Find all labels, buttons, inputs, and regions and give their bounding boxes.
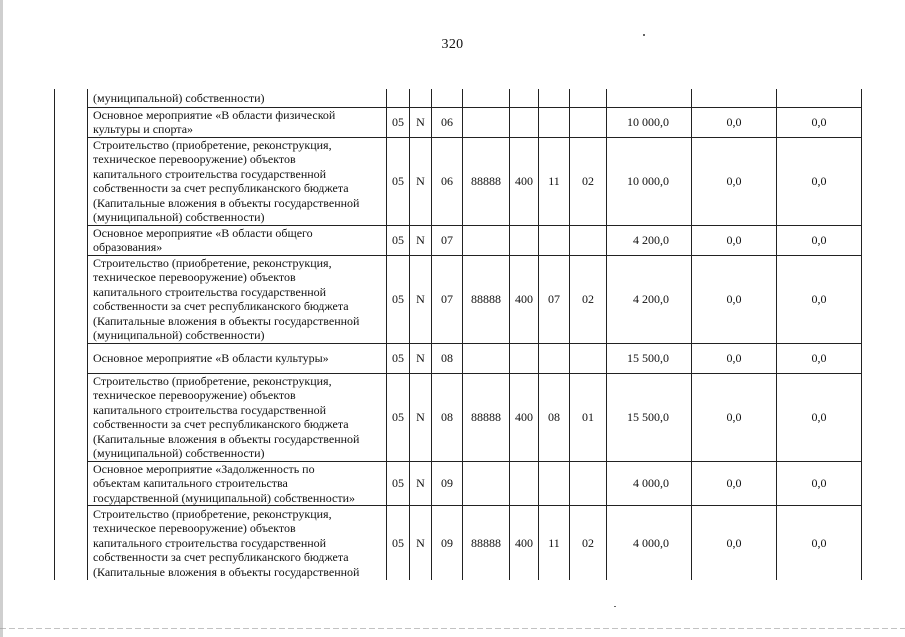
expense-type-cell: 400 bbox=[510, 506, 539, 580]
expense-type-cell bbox=[510, 343, 539, 373]
direction-code-cell: 88888 bbox=[463, 373, 510, 461]
amount-year2-cell: 0,0 bbox=[692, 225, 777, 255]
amount-year1-cell: 4 000,0 bbox=[607, 506, 692, 580]
amount-year3-cell: 0,0 bbox=[777, 461, 862, 506]
scan-speck bbox=[643, 34, 645, 36]
amount-year2-cell: 0,0 bbox=[692, 255, 777, 343]
row-name-cell: Строительство (приобретение, реконструкция, техническое перевооружение) объектов капитального строительства государственной собственности за счет республиканского бюджета (Капитальные вложения в объекты государственной bbox=[88, 506, 387, 580]
table-row bbox=[55, 461, 862, 506]
program-code-cell: 05 bbox=[387, 225, 410, 255]
row-name-cell: Строительство (приобретение, реконструкция, техническое перевооружение) объектов капитального строительства государственной собственности за счет республиканского бюджета (Капитальные вложения в объекты государственной (муниципальной) собственности) bbox=[88, 137, 387, 225]
scan-speck bbox=[614, 606, 616, 607]
table-row bbox=[55, 137, 862, 225]
blank-left-cell bbox=[55, 89, 88, 107]
program-letter-cell: N bbox=[410, 225, 432, 255]
main-event-code-cell: 07 bbox=[432, 255, 463, 343]
table-body bbox=[55, 89, 862, 580]
row-name-cell: Основное мероприятие «В области культуры» bbox=[88, 343, 387, 373]
program-code-cell: 05 bbox=[387, 461, 410, 506]
expense-type-cell bbox=[510, 89, 539, 107]
amount-year2-cell: 0,0 bbox=[692, 373, 777, 461]
blank-left-cell bbox=[55, 461, 88, 506]
program-code-cell: 05 bbox=[387, 373, 410, 461]
blank-left-cell bbox=[55, 373, 88, 461]
main-event-code-cell: 08 bbox=[432, 343, 463, 373]
subsection-code-cell: 01 bbox=[570, 373, 607, 461]
subsection-code-cell bbox=[570, 225, 607, 255]
table-row bbox=[55, 255, 862, 343]
amount-year3-cell: 0,0 bbox=[777, 255, 862, 343]
subsection-code-cell: 02 bbox=[570, 137, 607, 225]
program-letter-cell: N bbox=[410, 373, 432, 461]
subsection-code-cell bbox=[570, 343, 607, 373]
subsection-code-cell bbox=[570, 89, 607, 107]
section-code-cell bbox=[539, 107, 570, 137]
amount-year1-cell: 10 000,0 bbox=[607, 137, 692, 225]
direction-code-cell bbox=[463, 225, 510, 255]
program-letter-cell: N bbox=[410, 343, 432, 373]
page-number: 320 bbox=[441, 37, 464, 52]
main-event-code-cell: 06 bbox=[432, 137, 463, 225]
main-event-code-cell: 09 bbox=[432, 461, 463, 506]
expense-type-cell: 400 bbox=[510, 255, 539, 343]
amount-year1-cell: 4 200,0 bbox=[607, 255, 692, 343]
main-event-code-cell: 08 bbox=[432, 373, 463, 461]
direction-code-cell: 88888 bbox=[463, 255, 510, 343]
row-name-cell: (муниципальной) собственности) bbox=[88, 89, 387, 107]
program-code-cell: 05 bbox=[387, 137, 410, 225]
expense-type-cell: 400 bbox=[510, 137, 539, 225]
amount-year2-cell: 0,0 bbox=[692, 107, 777, 137]
direction-code-cell bbox=[463, 343, 510, 373]
amount-year1-cell: 15 500,0 bbox=[607, 343, 692, 373]
section-code-cell bbox=[539, 225, 570, 255]
amount-year2-cell: 0,0 bbox=[692, 137, 777, 225]
program-code-cell: 05 bbox=[387, 343, 410, 373]
amount-year3-cell: 0,0 bbox=[777, 107, 862, 137]
program-code-cell: 05 bbox=[387, 255, 410, 343]
program-code-cell: 05 bbox=[387, 107, 410, 137]
table-row bbox=[55, 506, 862, 580]
row-name-cell: Строительство (приобретение, реконструкция, техническое перевооружение) объектов капитального строительства государственной собственности за счет республиканского бюджета (Капитальные вложения в объекты государственной (муниципальной) собственности) bbox=[88, 373, 387, 461]
direction-code-cell bbox=[463, 461, 510, 506]
subsection-code-cell: 02 bbox=[570, 506, 607, 580]
subsection-code-cell bbox=[570, 107, 607, 137]
expense-type-cell bbox=[510, 461, 539, 506]
subsection-code-cell: 02 bbox=[570, 255, 607, 343]
blank-left-cell bbox=[55, 343, 88, 373]
table-row bbox=[55, 373, 862, 461]
program-letter-cell: N bbox=[410, 506, 432, 580]
program-code-cell bbox=[387, 89, 410, 107]
scan-edge bbox=[0, 0, 3, 637]
program-letter-cell: N bbox=[410, 255, 432, 343]
amount-year3-cell: 0,0 bbox=[777, 506, 862, 580]
amount-year1-cell bbox=[607, 89, 692, 107]
blank-left-cell bbox=[55, 506, 88, 580]
expense-type-cell bbox=[510, 225, 539, 255]
amount-year2-cell: 0,0 bbox=[692, 461, 777, 506]
table-row bbox=[55, 343, 862, 373]
section-code-cell: 11 bbox=[539, 506, 570, 580]
amount-year3-cell bbox=[777, 89, 862, 107]
program-letter-cell bbox=[410, 89, 432, 107]
table-row bbox=[55, 107, 862, 137]
amount-year2-cell bbox=[692, 89, 777, 107]
amount-year3-cell: 0,0 bbox=[777, 225, 862, 255]
main-event-code-cell: 07 bbox=[432, 225, 463, 255]
row-name-cell: Основное мероприятие «В области физической культуры и спорта» bbox=[88, 107, 387, 137]
direction-code-cell bbox=[463, 107, 510, 137]
row-name-cell: Основное мероприятие «Задолженность по объектам капитального строительства государственной (муниципальной) собственности» bbox=[88, 461, 387, 506]
blank-left-cell bbox=[55, 255, 88, 343]
amount-year3-cell: 0,0 bbox=[777, 343, 862, 373]
expense-type-cell bbox=[510, 107, 539, 137]
program-letter-cell: N bbox=[410, 461, 432, 506]
main-event-code-cell bbox=[432, 89, 463, 107]
section-code-cell bbox=[539, 461, 570, 506]
table-row bbox=[55, 89, 862, 107]
program-letter-cell: N bbox=[410, 137, 432, 225]
main-event-code-cell: 06 bbox=[432, 107, 463, 137]
program-letter-cell: N bbox=[410, 107, 432, 137]
amount-year1-cell: 4 200,0 bbox=[607, 225, 692, 255]
table-row bbox=[55, 225, 862, 255]
budget-table bbox=[54, 89, 862, 580]
section-code-cell: 11 bbox=[539, 137, 570, 225]
main-event-code-cell: 09 bbox=[432, 506, 463, 580]
amount-year1-cell: 15 500,0 bbox=[607, 373, 692, 461]
section-code-cell: 08 bbox=[539, 373, 570, 461]
blank-left-cell bbox=[55, 107, 88, 137]
direction-code-cell: 88888 bbox=[463, 137, 510, 225]
program-code-cell: 05 bbox=[387, 506, 410, 580]
expense-type-cell: 400 bbox=[510, 373, 539, 461]
amount-year2-cell: 0,0 bbox=[692, 506, 777, 580]
direction-code-cell bbox=[463, 89, 510, 107]
section-code-cell: 07 bbox=[539, 255, 570, 343]
subsection-code-cell bbox=[570, 461, 607, 506]
blank-left-cell bbox=[55, 225, 88, 255]
amount-year1-cell: 10 000,0 bbox=[607, 107, 692, 137]
amount-year2-cell: 0,0 bbox=[692, 343, 777, 373]
amount-year1-cell: 4 000,0 bbox=[607, 461, 692, 506]
direction-code-cell: 88888 bbox=[463, 506, 510, 580]
amount-year3-cell: 0,0 bbox=[777, 137, 862, 225]
amount-year3-cell: 0,0 bbox=[777, 373, 862, 461]
blank-left-cell bbox=[55, 137, 88, 225]
row-name-cell: Основное мероприятие «В области общего образования» bbox=[88, 225, 387, 255]
scan-bottom-edge bbox=[0, 628, 905, 629]
row-name-cell: Строительство (приобретение, реконструкция, техническое перевооружение) объектов капитального строительства государственной собственности за счет республиканского бюджета (Капитальные вложения в объекты государственной (муниципальной) собственности) bbox=[88, 255, 387, 343]
section-code-cell bbox=[539, 343, 570, 373]
section-code-cell bbox=[539, 89, 570, 107]
